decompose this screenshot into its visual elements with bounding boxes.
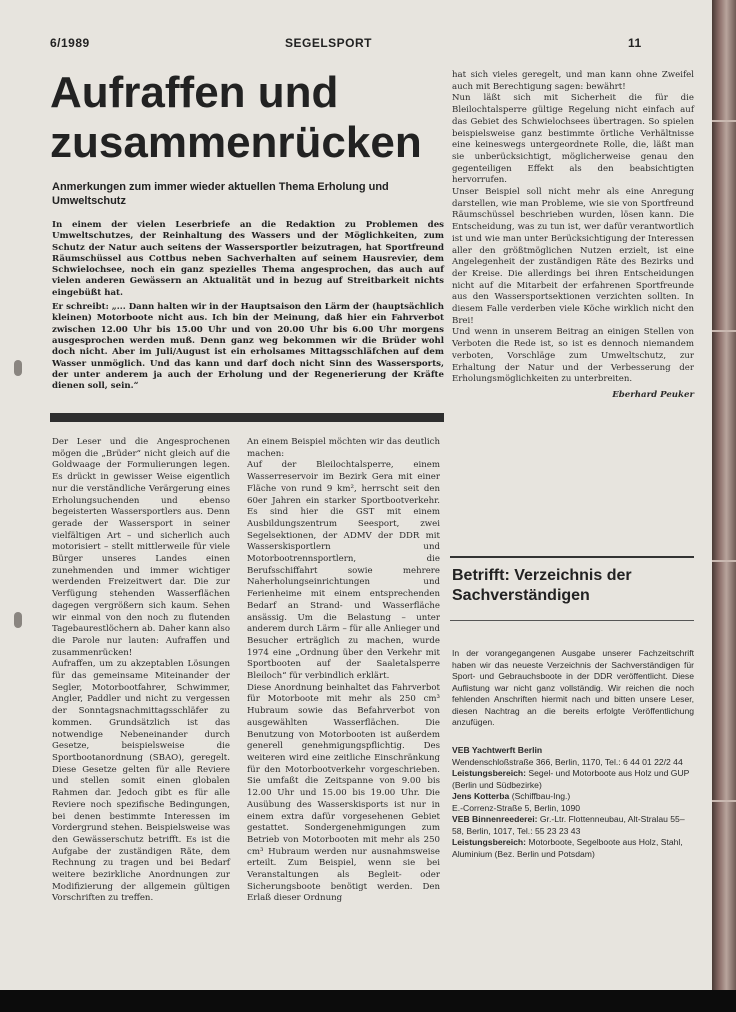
edge-band [712, 120, 736, 122]
box-text: In der vorangegangenen Ausgabe unserer Fachzeitschrift haben wir das neueste Verzeichnis der Sachverständigen für Sport- und Gebrauchsboote in der DDR veröffentlicht. Diese Auflistung war nicht ganz vollständig. Wir reichen die noch fehlenden Anschriften hiermit nach und bitten unsere Leser, diesen Nachtrag an die bereits erfolgte Veröffentlichung anzufügen. [452, 648, 694, 727]
edge-band [712, 560, 736, 562]
column-2 [247, 437, 440, 905]
book-edge [712, 0, 736, 990]
magazine-name: SEGELSPORT [285, 36, 373, 50]
column-3 [452, 70, 694, 402]
expert-list [452, 745, 694, 860]
list-item [452, 791, 694, 814]
article-subtitle: Anmerkungen zum immer wieder aktuellen Thema Erholung und Umweltschutz [52, 181, 389, 207]
body-paragraph: Unser Beispiel soll nicht mehr als eine Anregung darstellen, wie man Probleme, wie sie von Sportfreund Räumschüssel beschrieben wurden, lösen kann. Die Entscheidung, was zu tun ist, wer dafür verantwortlich ist und wie man unter Berücksichtigung der Interessen aller den größtmöglichen Nutzen erzielt, ist eine Angelegenheit der zuständigen Räte des Bezirks und der Kreise. Die allerdings bei ihren Entscheidungen nicht auf die Mitarbeit der erfahrenen Sportfreunde aus den Wassersportsektionen verzichten sollten. In diesem Falle verderben viele Köche wirklich nicht den Brei! [452, 187, 694, 326]
list-item [452, 745, 694, 791]
body-paragraph: Diese Anordnung beinhaltet das Fahrverbot für Motorboote mit mehr als 250 cm³ Hubraum sowie das Befahrverbot von ausgewählten Wasserflächen. Die Benutzung von Motorbooten ist außerdem generell genehmigungspflichtig. Des weiteren wird eine zeitliche Einschränkung für den Motorbootverkehr vorgeschrieben. Sie umfaßt die Zeitspanne von 9.00 bis 12.00 Uhr und 15.00 bis 19.00 Uhr. Die Ausübung des Wasserskisports ist nur in einem extra dafür vorgesehenen Gebiet gestattet. Sondergenehmigungen zum Betrieb von Motorbooten mit mehr als 250 cm³ Hubraum werden nur ausnahmsweise erteilt. Zum Beispiel, wenn sie bei Veranstaltungen als Begleit- oder Sicherungsboote benötigt werden. Den Erlaß dieser Ordnung [247, 682, 440, 904]
binder-hole [14, 360, 22, 376]
entry-label: Leistungsbereich: [452, 768, 527, 778]
entry-name: Jens Kotterba [452, 791, 510, 801]
body-paragraph: Nun läßt sich mit Sicherheit die für die Bleilochtalsperre gültige Regelung nicht einfach auf das Gebiet des Schwielochsees übertragen. So spielen beispielsweise ganz bestimmte örtliche Verhältnisse eine keineswegs untergeordnete Rolle, die, läßt man sie unberücksichtigt, möglicherweise genau den gegenteiligen Effekt als den beabsichtigten hervorrufen. [452, 93, 694, 186]
issue-number: 6/1989 [50, 36, 90, 50]
entry-label: Leistungsbereich: [452, 837, 527, 847]
background-edge [0, 990, 736, 1012]
entry-name: VEB Binnenreederei: [452, 814, 538, 824]
entry-name: VEB Yachtwerft Berlin [452, 745, 543, 755]
column-1 [52, 437, 230, 905]
edge-band [712, 800, 736, 802]
body-paragraph: Aufraffen, um zu akzeptablen Lösungen für das gemeinsame Miteinander der Segler, Motorbootfahrer, Schwimmer, Angler, Paddler und nicht zu vergessen der Sonntagsnachmittagsschläfer zu kommen. Grundsätzlich ist das notwendige Nebeneinander durch Gesetze, beispielsweise die Sportbootanordnung (SBAO), geregelt. Diese Gesetze gelten für alle Reviere und stellen somit einen globalen Rahmen dar. Jedoch gibt es für alle Reviere noch spezifische Bedingungen, bei denen bestimmte Interessen im Vordergrund stehen. Beispielsweise was den Gewässerschutz betrifft. Es ist die Aufgabe der zuständigen Räte, dem Rechnung zu tragen und bei Bedarf weitere bezirkliche Anordnungen zur Modifizierung der allgemein gültigen Vorschriften zu treffen. [52, 659, 230, 904]
entry-scope: Segel- und Motorboote aus Holz und GUP (Berlin und Südbezirke) [452, 768, 690, 790]
box-title-underline [450, 620, 694, 621]
box-title: Betrifft: Verzeichnis der Sachverständigen [452, 567, 632, 604]
body-paragraph: Und wenn in unserem Beitrag an einigen Stellen von Verboten die Rede ist, so ist es dennoch niemandem verboten, Vorschläge zum Umweltschutz, zur Erhaltung der Natur und der Verbesserung der Erholungsmöglichkeiten zu unterbreiten. [452, 327, 694, 385]
edge-band [712, 330, 736, 332]
article-title: Aufraffen und zusammenrücken [50, 68, 422, 167]
box-divider [450, 556, 694, 558]
list-item [452, 814, 694, 860]
entry-scope: Motorboote, Segelboote aus Holz, Stahl, Aluminium (Bez. Berlin und Potsdam) [452, 837, 683, 859]
body-paragraph: hat sich vieles geregelt, und man kann ohne Zweifel auch mit Berechtigung sagen: bewährt! [452, 70, 694, 92]
page-number: 11 [628, 36, 642, 50]
intro-paragraph: In einem der vielen Leserbriefe an die Redaktion zu Problemen des Umweltschutzes, der Reinhaltung des Wassers und der Möglichkeiten, zum Schutz der Natur auch seitens der Wassersportler beizutragen, hat Sportfreund Räumschüssel aus Cottbus neben Sachverhalten auf seinem Hausrevier, dem Schwielochsee, noch ein ganz spezielles Thema angesprochen, das auch auf vielen anderen Gewässern an Aktualität und in bezug auf Streitbarkeit nichts eingebüßt hat. [52, 220, 444, 298]
binder-hole [14, 612, 22, 628]
body-paragraph: Der Leser und die Angesprochenen mögen die „Brüder“ nicht gleich auf die Goldwaage der Formulierungen legen. Es drückt in gewisser Weise eigentlich nur die verständliche Verärgerung eines Erholungsuchenden und ebenso begeisterten Wassersportlers aus. Denn gerade der Wassersport in seiner vielfältigen Art – und sicherlich auch motorisiert – stellt mittlerweile für viele Bürger unseres Landes einen zunehmenden und immer wichtiger werdenden Freizeitwert dar. Die zur Verfügung stehenden Wasserflächen dagegen vergrößern sich kaum. Sehen wir einmal von den noch zu flutenden Tagebaurestlöchern ab. Daher kann also die Parole nur lauten: Aufraffen und zusammenrücken! [52, 437, 230, 658]
entry-suffix: (Schiffbau-Ing.) [511, 791, 571, 801]
intro-quote: Er schreibt: „... Dann halten wir in der Hauptsaison den Lärm der (hauptsächlich kleinen) Motorboote nicht aus. Ich bin der Meinung, daß hier ein Fahrverbot zwischen 12.00 Uhr bis 15.00 Uhr und von 20.00 Uhr bis 6.00 Uhr morgens ausgesprochen werden muß. Denn ganz weg bekommen wir die Brüder wohl doch nicht. Aber im Juli/August ist ein erholsames Mittagsschläfchen auf dem Wasser unmöglich. Und das kann und darf doch nicht Sinn des Wassersports, der unter anderem ja auch der Erholung und der Regenerierung der Kräfte dienen soll, sein.“ [52, 302, 444, 392]
divider-bar [50, 413, 444, 422]
entry-address: E.-Correnz-Straße 5, Berlin, 1090 [452, 802, 581, 813]
body-paragraph: An einem Beispiel möchten wir das deutlich machen: [247, 437, 440, 459]
body-paragraph: Auf der Bleilochtalsperre, einem Wasserreservoir im Bezirk Gera mit einer Fläche von rund 9 km², herrscht seit den 60er Jahren ein starker Sportbootverkehr. Es sind hier die GST mit einem Ausbildungszentrum Seesport, zwei Segelsektionen, der ADMV der DDR mit Wasserskisportlern und Motorbootrennsportlern, die Berufsschiffahrt sowie mehrere Naherholungseinrichtungen und Ferienheime mit einem entsprechenden Bedarf an Strand- und Wasserfläche ansässig. Um die Belastung – unter anderem durch Lärm – für alle Anlieger und Besucher erträglich zu machen, wurde 1974 eine „Ordnung über den Verkehr mit Sportbooten auf der Saaletalsperre Bleiloch“ für verbindlich erklärt. [247, 460, 440, 682]
article-author: Eberhard Peuker [612, 389, 694, 400]
entry-suffix: Gr.-Ltr. Flottenneubau, Alt-Stralau 55–58, Berlin, 1017, Tel.: 55 23 23 43 [452, 814, 685, 836]
article-intro [52, 220, 444, 395]
entry-address: Wendenschloßstraße 366, Berlin, 1170, Tel.: 6 44 01 22/2 44 [452, 756, 683, 767]
